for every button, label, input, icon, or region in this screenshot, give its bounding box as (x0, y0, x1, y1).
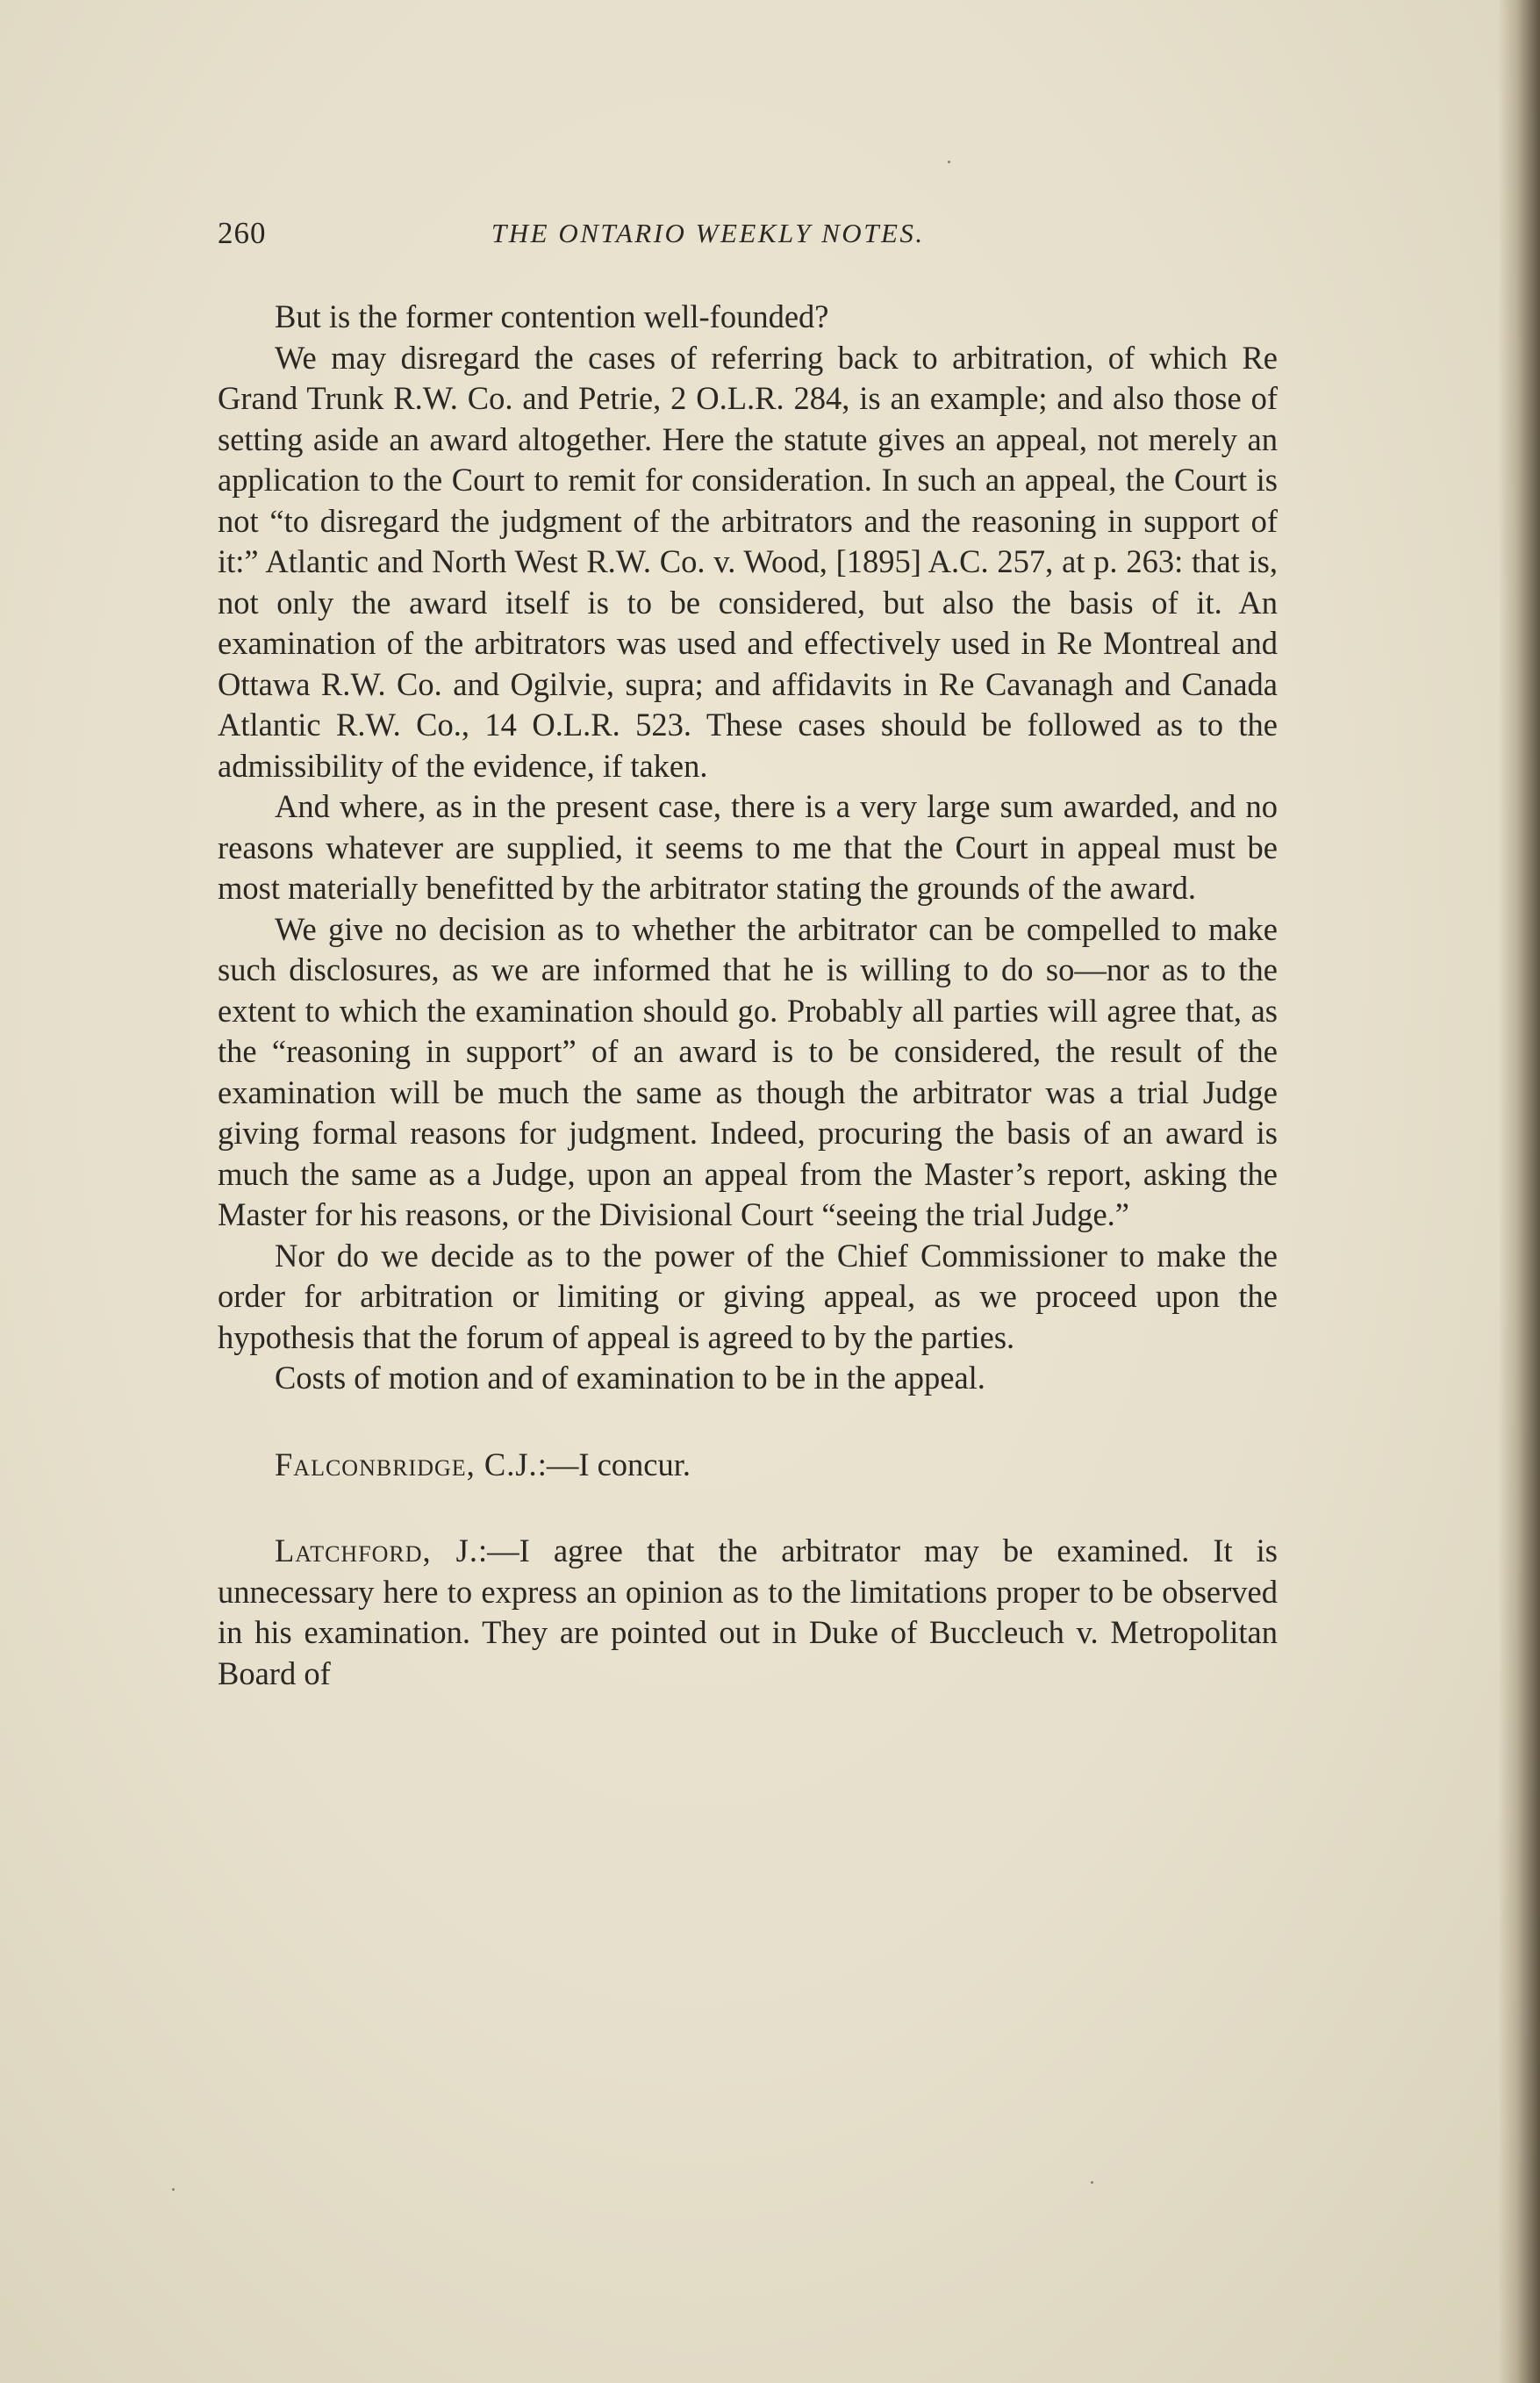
paragraph: We give no decision as to whether the arbitrator can be compelled to make such disclosures, as we are informed that he is willing to do so—nor as to the extent to which the examination should go. Probably all parties will agree that, as the “reasoning in support” of an award is to be considered, the result of the examination will be much the same as though the arbitrator was a trial Judge giving formal reasons for judgment. Indeed, procuring the basis of an award is much the same as a Judge, upon an appeal from the Master’s report, asking the Master for his reasons, or the Divisional Court “seeing the trial Judge.” (218, 910, 1278, 1232)
paragraph: But is the former contention well-founded? (275, 298, 829, 334)
page-number: 260 (218, 216, 267, 250)
opinion-text: :—I agree that the arbitrator may be examined. It is unnecessary here to express an opinion as to the limitations proper to be observed in his examination. They are pointed out in Duke of Buccleuch v. Metropolitan Board of (218, 1532, 1278, 1691)
page-body (218, 297, 1278, 1694)
paragraph: We may disregard the cases of referring back to arbitration, of which Re Grand Trunk R.W. Co. and Petrie, 2 O.L.R. 284, is an example; and also those of setting aside an award altogether. Here the statute gives an appeal, not merely an application to the Court to remit for consideration. In such an appeal, the Court is not “to disregard the judgment of the arbitrators and the reasoning in support of it:” Atlantic and North West R.W. Co. v. Wood, [1895] A.C. 257, at p. 263: that is, not only the award itself is to be considered, but also the basis of it. An examination of the arbitrators was used and effectively used in Re Montreal and Ottawa R.W. Co. and Ogilvie, supra; and affidavits in Re Cavanagh and Canada Atlantic R.W. Co., 14 O.L.R. 523. These cases should be followed as to the admissibility of the evidence, if taken. (218, 339, 1278, 784)
page-edge-shadow (1498, 0, 1540, 2383)
paragraph: Nor do we decide as to the power of the Chief Commissioner to make the order for arbitration or limiting or giving appeal, as we proceed upon the hypothesis that the forum of appeal is agreed to by the parties. (218, 1237, 1278, 1355)
opinion-latchford (218, 1531, 1278, 1694)
page-header (218, 216, 1279, 260)
paper-speck (1091, 2181, 1093, 2184)
opinion-falconbridge (218, 1445, 1278, 1486)
paragraph: Costs of motion and of examination to be in the appeal. (275, 1360, 985, 1396)
running-title: THE ONTARIO WEEKLY NOTES. (491, 218, 925, 248)
paper-speck (172, 2188, 175, 2191)
judge-name: Falconbridge, C.J. (275, 1446, 538, 1482)
opinion-text: :—I concur. (537, 1446, 691, 1482)
paper-speck (948, 161, 950, 163)
judge-name: Latchford, J. (275, 1532, 479, 1568)
paragraph: And where, as in the present case, there is a very large sum awarded, and no reasons whatever are supplied, it seems to me that the Court in appeal must be most materially benefitted by the arbitrator stating the grounds of the award. (218, 788, 1278, 906)
